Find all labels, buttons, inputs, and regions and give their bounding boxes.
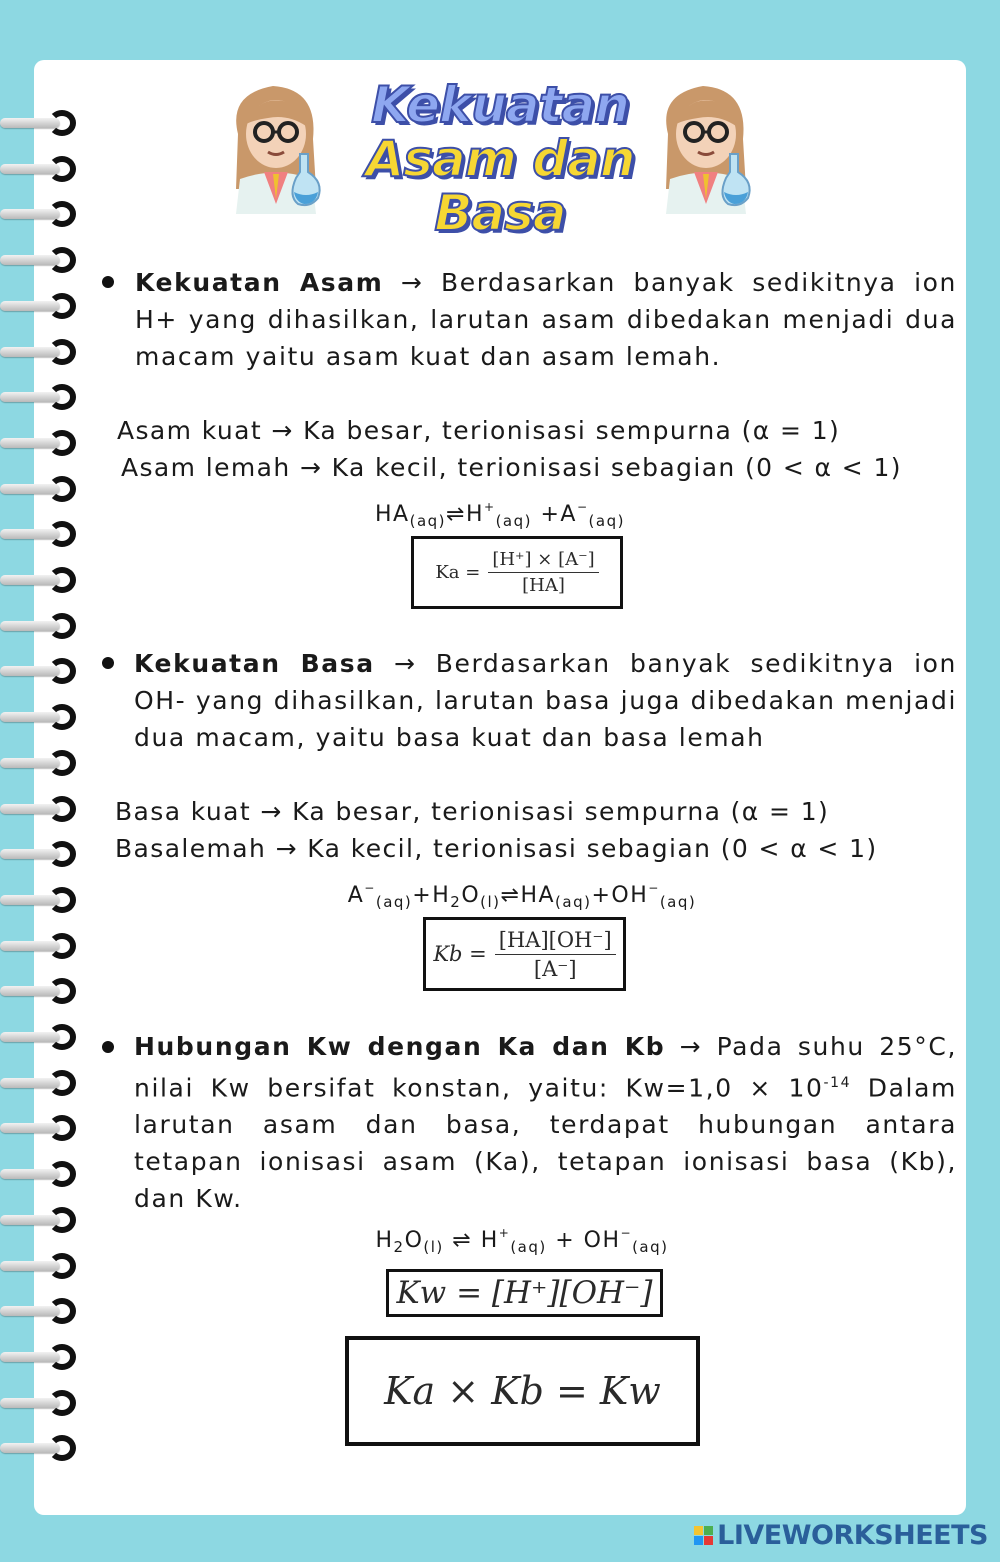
asam-heading: Kekuatan Asam	[135, 268, 384, 297]
spiral-ring	[0, 976, 80, 1006]
spiral-ring	[0, 382, 80, 412]
spiral-ring	[0, 656, 80, 686]
spiral-ring	[0, 245, 80, 275]
liveworksheets-watermark	[694, 1520, 988, 1551]
asam-text: Berdasarkan banyak sedikitnya ion H+ yang dihasilkan, larutan asam dibedakan menjadi dua macam yaitu asam kuat dan asam lemah.	[135, 268, 957, 371]
spiral-ring	[0, 931, 80, 961]
basa-paragraph	[134, 645, 957, 756]
spiral-ring	[0, 1296, 80, 1326]
bullet-asam	[102, 276, 114, 288]
ka-denominator: [HA]	[522, 575, 565, 596]
basa-heading: Kekuatan Basa	[134, 649, 375, 678]
spiral-ring	[0, 108, 80, 138]
spiral-ring	[0, 291, 80, 321]
kw-text-before: Pada suhu 25°C, nilai Kw bersifat konstan, yaitu: Kw=1,0 × 10	[134, 1032, 957, 1103]
asam-lemah: Asam lemah → Ka kecil, terionisasi sebagian (0 < α < 1)	[121, 453, 902, 482]
spiral-ring	[0, 702, 80, 732]
page-title	[340, 76, 660, 242]
spiral-ring	[0, 337, 80, 367]
ka-fraction	[488, 549, 598, 596]
asam-reaction: $HA_{(aq)}\rightleftharpoons H^+_{(aq)} +A^-_{(aq)}$	[375, 500, 625, 530]
spiral-ring	[0, 199, 80, 229]
kb-fraction	[495, 928, 616, 981]
title-line-3: Basa	[434, 184, 566, 242]
kw-exponent: -14	[823, 1075, 852, 1091]
title-line-1: Kekuatan	[371, 76, 629, 134]
kw-heading: Hubungan Kw dengan Ka dan Kb	[134, 1032, 666, 1061]
spiral-ring	[0, 611, 80, 641]
kb-denominator: [A⁻]	[533, 956, 577, 981]
asam-arrow: →	[400, 268, 424, 297]
bullet-basa	[102, 657, 114, 669]
spiral-ring	[0, 1113, 80, 1143]
spiral-ring	[0, 154, 80, 184]
spiral-ring	[0, 1342, 80, 1372]
spiral-ring	[0, 1433, 80, 1463]
spiral-binding	[0, 108, 80, 1468]
basa-reaction: $A^-_{(aq)}+H_2O_{(l)}\rightleftharpoons HA_{(aq)}+OH^-_{(aq)}$	[347, 881, 697, 911]
ka-lhs: Ka =	[435, 562, 481, 583]
spiral-ring	[0, 565, 80, 595]
kw-text-after: Dalam larutan asam dan basa, terdapat hubungan antara tetapan ionisasi asam (Ka), tetapan ionisasi basa (Kb), dan Kw.	[134, 1073, 957, 1214]
spiral-ring	[0, 794, 80, 824]
ka-numerator: [H⁺] × [A⁻]	[488, 549, 598, 573]
watermark-text: LIVEWORKSHEETS	[717, 1520, 988, 1551]
basa-text: Berdasarkan banyak sedikitnya ion OH- yang dihasilkan, larutan basa juga dibedakan menjadi dua macam, yaitu basa kuat dan basa lemah	[134, 649, 957, 752]
spiral-ring	[0, 1022, 80, 1052]
kw-formula-box: Kw = [H⁺][OH⁻]	[386, 1269, 663, 1317]
basa-kuat: Basa kuat → Ka besar, terionisasi sempurna (α = 1)	[115, 797, 830, 826]
asam-paragraph	[135, 264, 957, 375]
kb-numerator: [HA][OH⁻]	[495, 928, 616, 955]
basa-arrow: →	[393, 649, 417, 678]
basa-lemah: Basalemah → Ka kecil, terionisasi sebagian (0 < α < 1)	[115, 834, 878, 863]
ka-kb-kw-box: Ka × Kb = Kw	[345, 1336, 700, 1446]
asam-kuat: Asam kuat → Ka besar, terionisasi sempurna (α = 1)	[117, 416, 841, 445]
spiral-ring	[0, 839, 80, 869]
scientist-left-icon	[218, 74, 338, 214]
ka-formula-box	[411, 536, 623, 609]
spiral-ring	[0, 1068, 80, 1098]
kb-formula-box	[423, 917, 626, 991]
bullet-kw	[102, 1041, 114, 1053]
kw-arrow: →	[679, 1032, 703, 1061]
kw-paragraph	[134, 1028, 957, 1217]
liveworksheets-logo-icon	[694, 1526, 713, 1545]
spiral-ring	[0, 1159, 80, 1189]
spiral-ring	[0, 428, 80, 458]
spiral-ring	[0, 1388, 80, 1418]
water-reaction: $H_2O_{(l)}$ ⇌ $H^+_{(aq)} + OH^-_{(aq)}$	[375, 1226, 669, 1256]
spiral-ring	[0, 748, 80, 778]
kb-lhs: Kb =	[433, 942, 487, 966]
title-line-2: Asam dan	[365, 130, 635, 188]
scientist-right-icon	[648, 74, 768, 214]
